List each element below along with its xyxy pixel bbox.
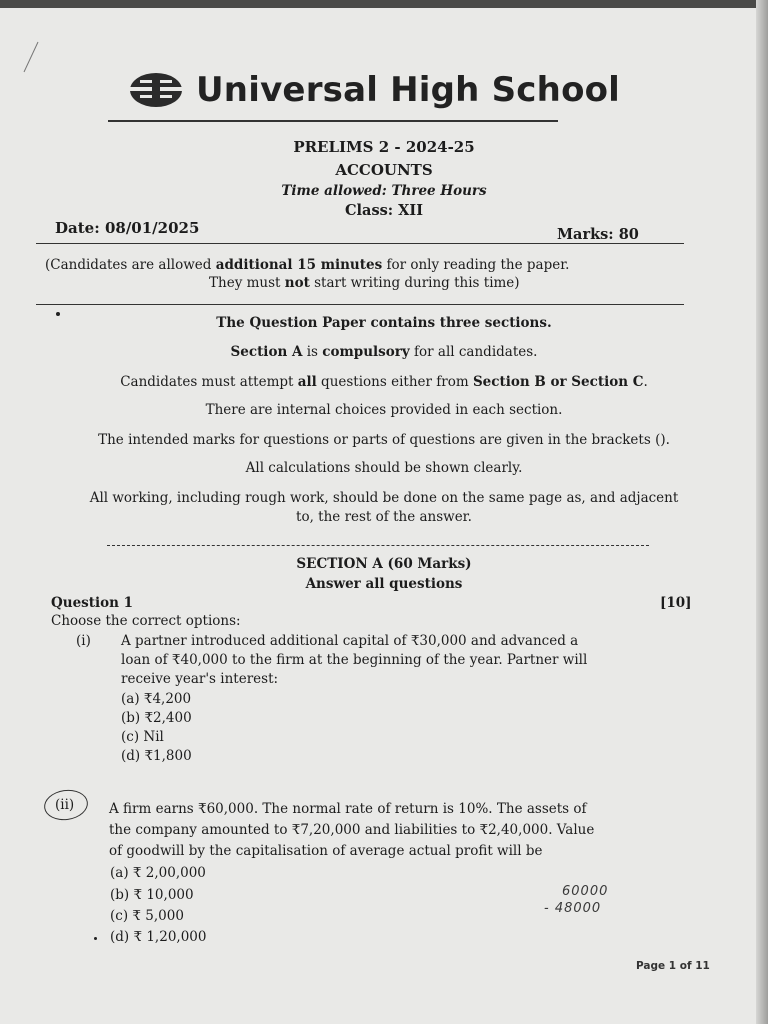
time-allowed: Time allowed: Three Hours [281, 183, 487, 199]
part-ii-text-2: the company amounted to ₹7,20,000 and liabilities to ₹2,40,000. Value [109, 822, 595, 838]
title-underline [108, 120, 558, 122]
part-i-text-2: loan of ₹40,000 to the firm at the beginning of the year. Partner will [121, 652, 588, 668]
instruction-5: The intended marks for questions or parts of questions are given in the brackets (). [98, 432, 670, 448]
instruction-6: All calculations should be shown clearly. [245, 460, 523, 476]
part-i-option-c: (c) Nil [121, 729, 164, 745]
exam-subject: ACCOUNTS [335, 161, 433, 179]
handwritten-note-1: 60000 [562, 884, 609, 899]
part-ii-text-3: of goodwill by the capitalisation of average actual profit will be [109, 843, 543, 859]
instruction-2: Section A is compulsory for all candidates. [230, 344, 538, 360]
instruction-7-line-2: to, the rest of the answer. [296, 509, 472, 525]
school-name: Universal High School [196, 70, 621, 110]
pencil-mark [18, 40, 42, 76]
option-bullet-mark [94, 937, 97, 940]
notice-line-2: They must not start writing during this time) [209, 275, 520, 291]
question-1-marks: [10] [660, 595, 692, 611]
notice-rule [36, 304, 684, 305]
section-title: SECTION A (60 Marks) [296, 556, 472, 572]
section-subtitle: Answer all questions [305, 576, 463, 592]
part-ii-option-d: (d) ₹ 1,20,000 [110, 929, 207, 945]
section-divider [107, 545, 649, 546]
part-i-option-a: (a) ₹4,200 [121, 691, 192, 707]
part-ii-option-a: (a) ₹ 2,00,000 [110, 865, 206, 881]
exam-class: Class: XII [345, 202, 423, 219]
notice-line-1: (Candidates are allowed additional 15 minutes for only reading the paper. [45, 257, 570, 273]
exam-marks: Marks: 80 [557, 226, 639, 243]
exam-title: PRELIMS 2 - 2024-25 [293, 138, 475, 156]
part-i-option-b: (b) ₹2,400 [121, 710, 192, 726]
instruction-7-line-1: All working, including rough work, should be done on the same page as, and adjacent [89, 490, 679, 506]
question-1-instruction: Choose the correct options: [51, 613, 241, 629]
part-ii-text-1: A firm earns ₹60,000. The normal rate of return is 10%. The assets of [109, 801, 587, 817]
exam-date: Date: 08/01/2025 [55, 219, 200, 237]
school-logo-icon [126, 70, 186, 110]
part-i-number: (i) [76, 633, 91, 649]
question-1-label: Question 1 [51, 595, 134, 611]
header-rule [36, 243, 684, 244]
page-top-shadow [0, 0, 768, 8]
part-i-text-3: receive year's interest: [121, 671, 279, 687]
instruction-4: There are internal choices provided in each section. [205, 402, 563, 418]
part-i-text-1: A partner introduced additional capital of ₹30,000 and advanced a [121, 633, 579, 649]
instruction-3: Candidates must attempt all questions either from Section B or Section C. [120, 374, 648, 390]
page-number: Page 1 of 11 [636, 960, 710, 972]
part-ii-option-c: (c) ₹ 5,000 [110, 908, 184, 924]
handwritten-note-2: - 48000 [544, 901, 602, 916]
part-i-option-d: (d) ₹1,800 [121, 748, 192, 764]
instruction-1: The Question Paper contains three sections. [216, 315, 552, 331]
part-ii-option-b: (b) ₹ 10,000 [110, 887, 194, 903]
part-ii-number: (ii) [55, 797, 75, 813]
